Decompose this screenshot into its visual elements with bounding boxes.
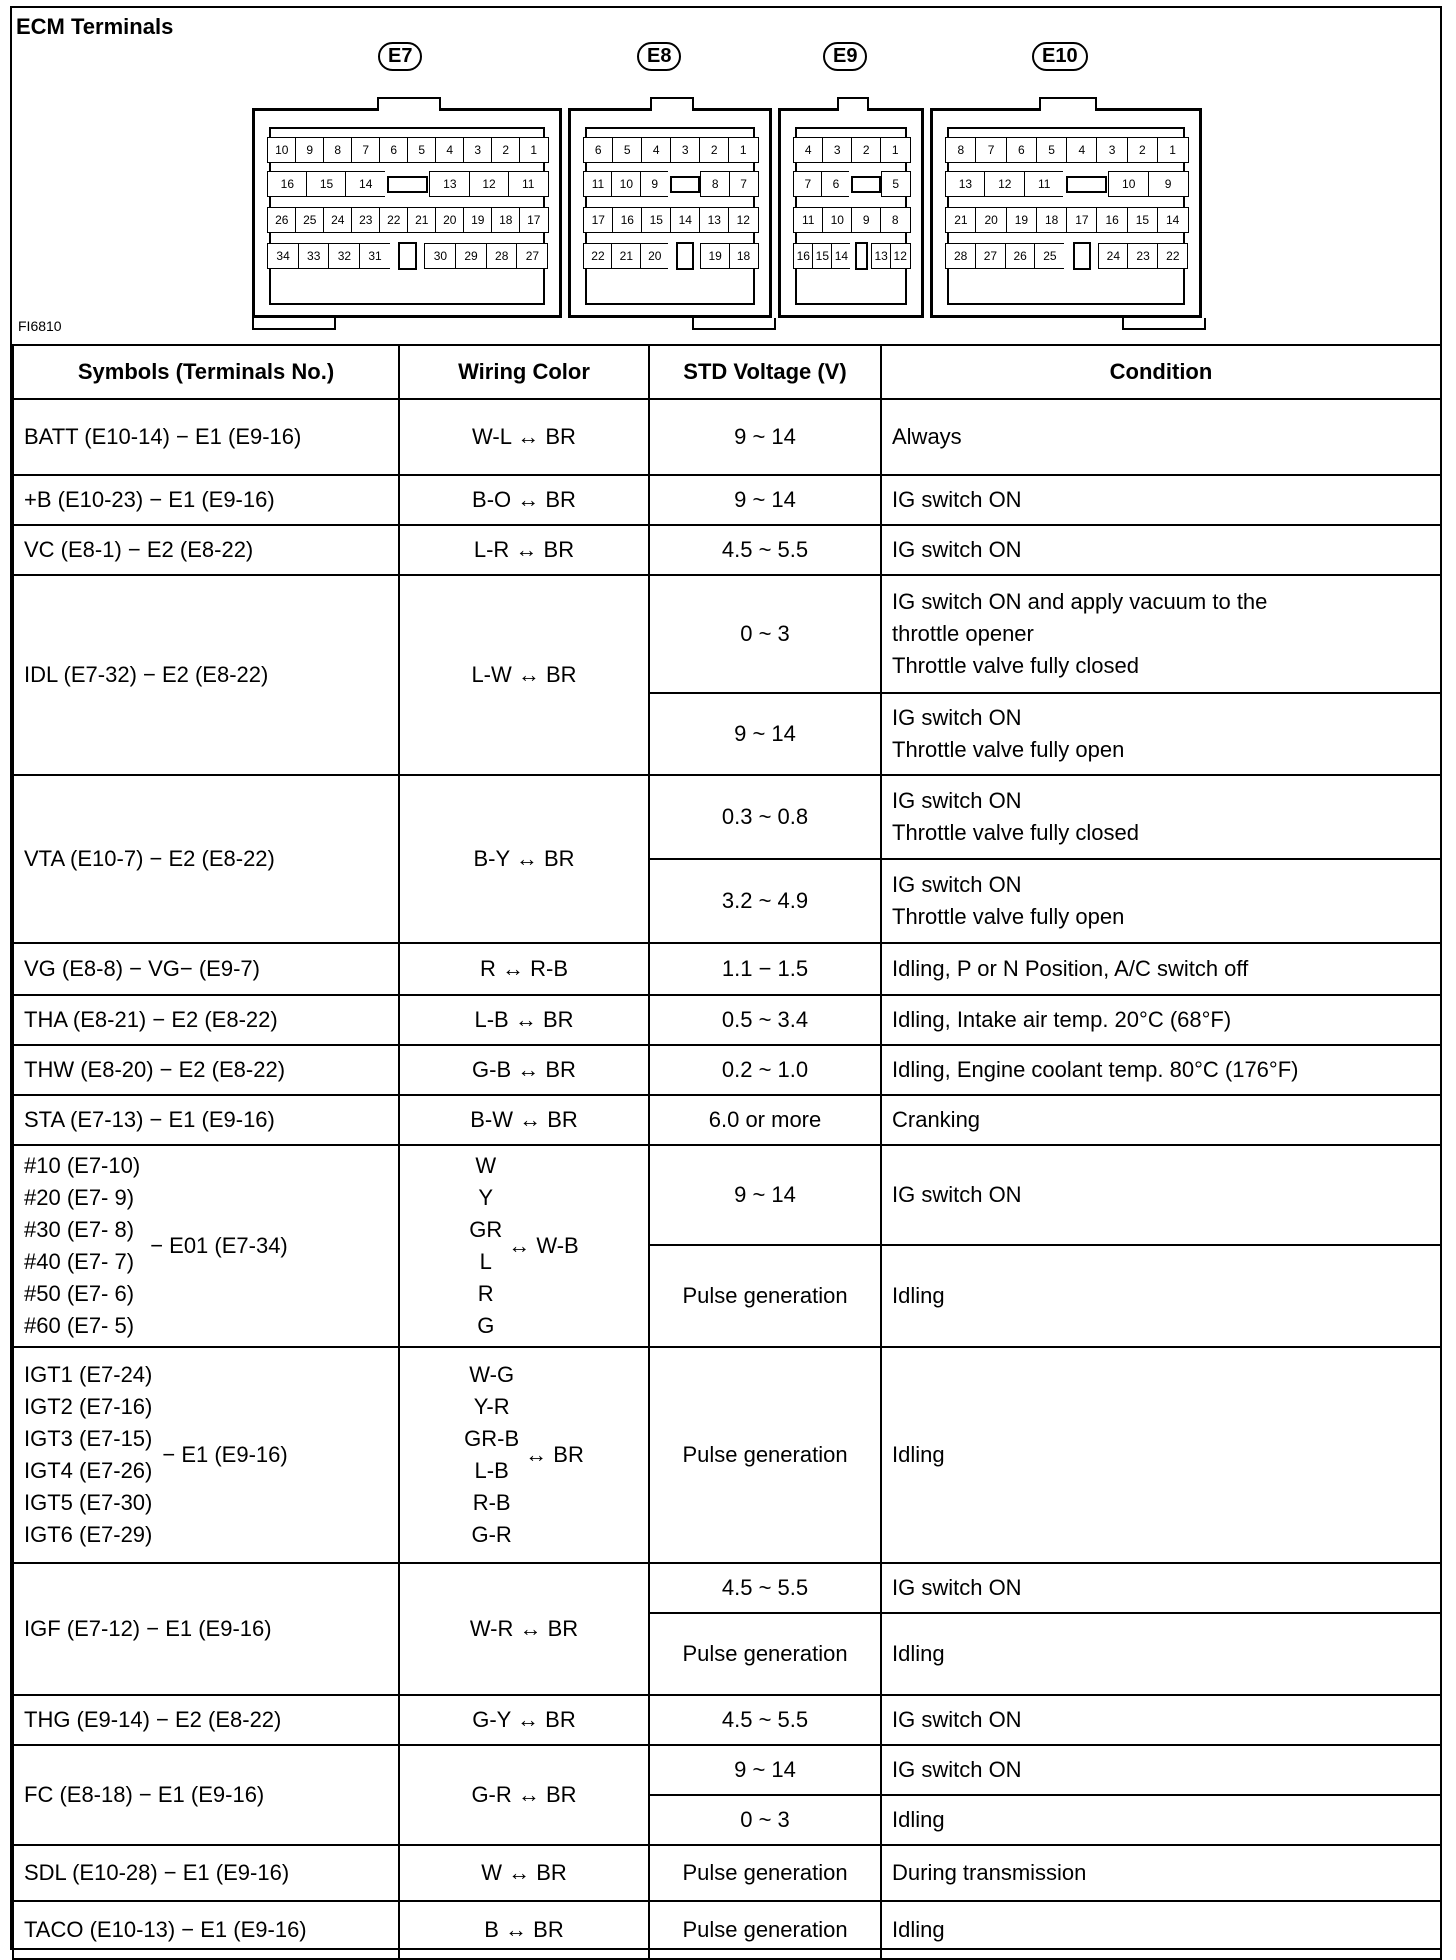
table-row-vg	[13, 943, 1441, 995]
pin-row	[267, 137, 547, 163]
connector-e8	[568, 108, 772, 318]
key-shape	[398, 242, 416, 269]
ecm-terminals-page	[10, 6, 1442, 1950]
voltage-cell: 6.0 or more	[649, 1095, 881, 1145]
injector-symbols	[24, 1150, 388, 1341]
wire-line: Y	[478, 1185, 494, 1211]
pin-row	[945, 171, 1187, 197]
condition-cell: Idling, Engine coolant temp. 80°C (176°F)	[881, 1045, 1441, 1095]
pin-key	[1064, 243, 1099, 269]
terminal-pin: 12	[728, 207, 759, 233]
connector-base-right	[1122, 318, 1206, 330]
symbol-line: #60 (E7- 5)	[24, 1312, 135, 1338]
wiring-cell: G-B ↔ BR	[399, 1045, 649, 1095]
terminal-pin: 5	[612, 137, 643, 163]
condition-cell: IG switch ON	[881, 1563, 1441, 1613]
voltage-cell: 9 ~ 14	[649, 399, 881, 475]
terminal-pin: 26	[267, 207, 297, 233]
terminal-pin: 13	[429, 171, 470, 197]
terminal-pin: 6	[379, 137, 409, 163]
condition-cell: Idling, P or N Position, A/C switch off	[881, 943, 1441, 995]
slot-shape	[851, 176, 882, 193]
table-row-idl	[13, 575, 1441, 693]
voltage-cell: 4.5 ~ 5.5	[649, 525, 881, 575]
voltage-cell: Pulse generation	[649, 1347, 881, 1563]
terminal-pin: 14	[1157, 207, 1189, 233]
pin-row	[793, 137, 909, 163]
terminal-pin: 23	[351, 207, 381, 233]
terminal-pin: 33	[298, 243, 330, 269]
terminal-pin: 15	[641, 207, 672, 233]
terminal-pin: 18	[1036, 207, 1068, 233]
header-wiring-color: Wiring Color	[399, 345, 649, 399]
symbol-cell: SDL (E10-28) − E1 (E9-16)	[13, 1845, 399, 1901]
symbol-cell: TACO (E10-13) − E1 (E9-16)	[13, 1901, 399, 1959]
condition-cell: IG switch ON	[881, 1745, 1441, 1795]
figure-id: FI6810	[18, 318, 62, 334]
terminal-pin: 11	[508, 171, 549, 197]
terminal-pin: 14	[831, 243, 852, 269]
terminal-pin: 15	[812, 243, 833, 269]
condition-line: Throttle valve fully open	[892, 904, 1125, 929]
pin-row	[583, 137, 757, 163]
terminal-pin: 24	[1098, 243, 1129, 269]
terminal-pin: 13	[699, 207, 730, 233]
symbol-cell	[13, 1145, 399, 1347]
pin-key	[668, 243, 701, 269]
terminal-pin: 17	[519, 207, 549, 233]
terminal-pin: 34	[267, 243, 299, 269]
terminal-pin: 20	[640, 243, 670, 269]
pin-row	[583, 243, 757, 269]
terminal-pin: 11	[793, 207, 824, 233]
terminal-table	[12, 344, 1442, 1960]
pin-row	[945, 207, 1187, 233]
terminal-pin: 16	[267, 171, 308, 197]
terminal-pin: 9	[851, 207, 882, 233]
connector-latch	[377, 97, 442, 111]
pin-key	[390, 243, 426, 269]
wiring-cell: B-Y ↔ BR	[399, 775, 649, 943]
terminal-pin: 1	[519, 137, 549, 163]
slot-shape	[387, 176, 428, 193]
connector-label-e9: E9	[823, 42, 867, 71]
wiring-cell: B ↔ BR	[399, 1901, 649, 1959]
wire-line: L-B	[474, 1458, 509, 1483]
terminal-pin: 10	[611, 171, 641, 197]
terminal-pin: 29	[455, 243, 487, 269]
terminal-pin: 12	[890, 243, 911, 269]
table-row-tha	[13, 995, 1441, 1045]
connector-label-e7: E7	[378, 42, 422, 71]
condition-cell: IG switch ON	[881, 1145, 1441, 1245]
wire-line: W-G	[469, 1362, 515, 1388]
table-row-plus-b	[13, 475, 1441, 525]
condition-line: Throttle valve fully closed	[892, 652, 1139, 678]
terminal-pin: 28	[945, 243, 976, 269]
wiring-cell	[399, 1347, 649, 1563]
symbol-ground: − E1 (E9-16)	[162, 1442, 288, 1468]
wiring-cell: R ↔ R-B	[399, 943, 649, 995]
pin-row	[267, 243, 547, 269]
terminal-pin: 32	[328, 243, 360, 269]
pin-row	[945, 243, 1187, 269]
wiring-cell: L-W ↔ BR	[399, 575, 649, 775]
terminal-pin: 25	[1034, 243, 1065, 269]
wiring-cell	[399, 1145, 649, 1347]
terminal-pin: 14	[345, 171, 386, 197]
symbol-cell: VG (E8-8) − VG− (E9-7)	[13, 943, 399, 995]
condition-cell	[881, 775, 1441, 859]
terminal-pin: 3	[822, 137, 853, 163]
voltage-cell: Pulse generation	[649, 1245, 881, 1347]
terminal-pin: 5	[881, 171, 911, 197]
voltage-cell: Pulse generation	[649, 1613, 881, 1695]
terminal-pin: 10	[1108, 171, 1149, 197]
condition-cell: Idling, Intake air temp. 20°C (68°F)	[881, 995, 1441, 1045]
terminal-pin: 15	[1127, 207, 1159, 233]
connector-base-middle	[692, 318, 776, 330]
connector-label-e8: E8	[637, 42, 681, 71]
pin-slot	[668, 171, 701, 197]
terminal-pin: 2	[851, 137, 882, 163]
condition-line: IG switch ON	[892, 872, 1022, 898]
terminal-pin: 20	[975, 207, 1007, 233]
voltage-cell: 9 ~ 14	[649, 1145, 881, 1245]
symbol-ground: − E01 (E7-34)	[150, 1233, 288, 1259]
condition-line: IG switch ON	[892, 788, 1022, 814]
voltage-cell: 9 ~ 14	[649, 475, 881, 525]
voltage-cell: Pulse generation	[649, 1901, 881, 1959]
wiring-cell: W-R ↔ BR	[399, 1563, 649, 1695]
terminal-pin: 6	[583, 137, 614, 163]
terminal-pin: 2	[491, 137, 521, 163]
terminal-pin: 25	[295, 207, 325, 233]
voltage-cell: 0 ~ 3	[649, 575, 881, 693]
terminal-pin: 8	[880, 207, 911, 233]
terminal-pin: 10	[267, 137, 297, 163]
condition-cell	[881, 859, 1441, 943]
terminal-pin: 17	[1066, 207, 1098, 233]
voltage-cell: 0.2 ~ 1.0	[649, 1045, 881, 1095]
condition-cell: Idling	[881, 1901, 1441, 1959]
voltage-cell: Pulse generation	[649, 1845, 881, 1901]
terminal-pin: 4	[435, 137, 465, 163]
terminal-pin: 4	[793, 137, 824, 163]
terminal-pin: 1	[1157, 137, 1189, 163]
wire-line: R-B	[472, 1489, 511, 1515]
wire-ground: ↔ BR	[525, 1442, 584, 1468]
condition-cell: During transmission	[881, 1845, 1441, 1901]
terminal-pin: 9	[295, 137, 325, 163]
terminal-pin: 28	[486, 243, 518, 269]
terminal-pin: 11	[583, 171, 613, 197]
table-row-igniters	[13, 1347, 1441, 1563]
table-header-row	[13, 345, 1441, 399]
terminal-pin: 22	[1157, 243, 1188, 269]
table-row-thg	[13, 1695, 1441, 1745]
terminal-pin: 2	[1127, 137, 1159, 163]
terminal-pin: 5	[1036, 137, 1068, 163]
terminal-pin: 17	[583, 207, 614, 233]
pin-row	[793, 243, 909, 269]
condition-cell: Idling	[881, 1245, 1441, 1347]
symbol-cell: BATT (E10-14) − E1 (E9-16)	[13, 399, 399, 475]
wiring-cell: L-B ↔ BR	[399, 995, 649, 1045]
symbol-line: IGT4 (E7-26)	[24, 1458, 153, 1483]
condition-line: throttle opener	[892, 621, 1034, 647]
terminal-pin: 21	[611, 243, 641, 269]
connector-label-e10: E10	[1032, 42, 1088, 71]
terminal-pin: 11	[1024, 171, 1065, 197]
symbol-line: #40 (E7- 7)	[24, 1249, 135, 1274]
terminal-pin: 3	[463, 137, 493, 163]
table-row-sta	[13, 1095, 1441, 1145]
terminal-pin: 8	[700, 171, 730, 197]
condition-cell: IG switch ON	[881, 525, 1441, 575]
symbol-cell: STA (E7-13) − E1 (E9-16)	[13, 1095, 399, 1145]
terminal-pin: 13	[945, 171, 986, 197]
table-row-fc	[13, 1745, 1441, 1795]
symbol-cell: VTA (E10-7) − E2 (E8-22)	[13, 775, 399, 943]
wire-line: G	[477, 1312, 495, 1338]
terminal-pin: 7	[793, 171, 823, 197]
condition-line: IG switch ON	[892, 705, 1022, 731]
condition-cell: IG switch ON	[881, 1695, 1441, 1745]
symbol-line: IGT5 (E7-30)	[24, 1489, 153, 1515]
pin-row	[793, 171, 909, 197]
condition-cell: IG switch ON	[881, 475, 1441, 525]
injector-wires	[410, 1150, 638, 1341]
terminal-pin: 22	[583, 243, 613, 269]
header-symbols: Symbols (Terminals No.)	[13, 345, 399, 399]
condition-cell: Idling	[881, 1613, 1441, 1695]
condition-line: Throttle valve fully open	[892, 737, 1125, 762]
pin-row	[583, 171, 757, 197]
wire-line: G-R	[471, 1521, 512, 1547]
pin-key	[850, 243, 872, 269]
terminal-pin: 18	[729, 243, 759, 269]
symbol-cell: FC (E8-18) − E1 (E9-16)	[13, 1745, 399, 1845]
terminal-pin: 9	[640, 171, 670, 197]
wiring-cell: B-O ↔ BR	[399, 475, 649, 525]
symbol-line: #30 (E7- 8)	[24, 1217, 135, 1243]
wiring-cell: G-Y ↔ BR	[399, 1695, 649, 1745]
wire-line: GR-B	[464, 1426, 520, 1452]
ecm-terminal-diagram	[12, 8, 1440, 346]
terminal-pin: 3	[670, 137, 701, 163]
symbol-cell: IGF (E7-12) − E1 (E9-16)	[13, 1563, 399, 1695]
condition-cell	[881, 693, 1441, 775]
connector-base-left	[252, 318, 336, 330]
voltage-cell: 3.2 ~ 4.9	[649, 859, 881, 943]
wire-ground: ↔ W-B	[508, 1233, 579, 1259]
symbol-line: #20 (E7- 9)	[24, 1185, 135, 1211]
terminal-pin: 12	[469, 171, 510, 197]
pin-row	[793, 207, 909, 233]
symbol-cell: THA (E8-21) − E2 (E8-22)	[13, 995, 399, 1045]
terminal-pin: 1	[728, 137, 759, 163]
condition-line: Throttle valve fully closed	[892, 820, 1139, 845]
slot-shape	[1066, 176, 1107, 193]
wiring-cell: B-W ↔ BR	[399, 1095, 649, 1145]
terminal-pin: 24	[323, 207, 353, 233]
symbol-line: #10 (E7-10)	[24, 1153, 141, 1179]
terminal-pin: 19	[463, 207, 493, 233]
terminal-pin: 19	[700, 243, 730, 269]
symbol-cell: VC (E8-1) − E2 (E8-22)	[13, 525, 399, 575]
table-row-igf	[13, 1563, 1441, 1613]
wire-line: Y-R	[473, 1394, 510, 1420]
symbol-line: IGT2 (E7-16)	[24, 1394, 153, 1420]
condition-cell: Idling	[881, 1795, 1441, 1845]
table-row-vta	[13, 775, 1441, 859]
voltage-cell: 0 ~ 3	[649, 1795, 881, 1845]
diagram-title: ECM Terminals	[16, 14, 174, 39]
terminal-pin: 6	[1006, 137, 1038, 163]
symbol-line: #50 (E7- 6)	[24, 1280, 135, 1306]
terminal-pin: 27	[975, 243, 1006, 269]
terminal-pin: 6	[821, 171, 851, 197]
key-shape	[855, 242, 868, 269]
terminal-pin: 20	[435, 207, 465, 233]
pin-row	[267, 207, 547, 233]
terminal-pin: 12	[984, 171, 1025, 197]
table-row-vc	[13, 525, 1441, 575]
terminal-pin: 7	[351, 137, 381, 163]
table-row-batt	[13, 399, 1441, 475]
terminal-pin: 15	[306, 171, 347, 197]
terminal-pin: 3	[1096, 137, 1128, 163]
table-row-injectors	[13, 1145, 1441, 1245]
symbol-cell: THG (E9-14) − E2 (E8-22)	[13, 1695, 399, 1745]
terminal-pin: 13	[871, 243, 892, 269]
wire-line: GR	[469, 1217, 503, 1243]
connector-e7	[252, 108, 562, 318]
condition-cell	[881, 575, 1441, 693]
connector-latch	[650, 97, 694, 111]
wiring-cell: G-R ↔ BR	[399, 1745, 649, 1845]
wiring-cell: W ↔ BR	[399, 1845, 649, 1901]
voltage-cell: 9 ~ 14	[649, 693, 881, 775]
header-condition: Condition	[881, 345, 1441, 399]
connector-latch	[1039, 97, 1096, 111]
pin-row	[583, 207, 757, 233]
voltage-cell: 0.3 ~ 0.8	[649, 775, 881, 859]
terminal-pin: 23	[1127, 243, 1158, 269]
voltage-cell: 4.5 ~ 5.5	[649, 1695, 881, 1745]
connector-e10	[930, 108, 1202, 318]
voltage-cell: 4.5 ~ 5.5	[649, 1563, 881, 1613]
terminal-pin: 9	[1148, 171, 1189, 197]
terminal-pin: 18	[491, 207, 521, 233]
symbol-cell	[13, 1347, 399, 1563]
symbol-cell: THW (E8-20) − E2 (E8-22)	[13, 1045, 399, 1095]
slot-shape	[670, 176, 701, 193]
wire-line: W	[475, 1153, 497, 1179]
condition-line: IG switch ON and apply vacuum to the	[892, 589, 1268, 615]
terminal-pin: 16	[1096, 207, 1128, 233]
terminal-pin: 16	[793, 243, 814, 269]
connector-e9	[778, 108, 924, 318]
symbol-cell: +B (E10-23) − E1 (E9-16)	[13, 475, 399, 525]
terminal-pin: 27	[516, 243, 548, 269]
pin-row	[267, 171, 547, 197]
voltage-cell: 0.5 ~ 3.4	[649, 995, 881, 1045]
igniter-wires	[410, 1359, 638, 1550]
condition-cell: Idling	[881, 1347, 1441, 1563]
wire-line: R	[477, 1280, 494, 1306]
condition-cell: Cranking	[881, 1095, 1441, 1145]
pin-slot	[1063, 171, 1110, 197]
symbol-line: IGT6 (E7-29)	[24, 1521, 153, 1547]
terminal-pin: 2	[699, 137, 730, 163]
terminal-pin: 4	[641, 137, 672, 163]
terminal-pin: 4	[1066, 137, 1098, 163]
key-shape	[1073, 242, 1091, 269]
key-shape	[676, 242, 693, 269]
symbol-line: IGT1 (E7-24)	[24, 1362, 153, 1388]
pin-slot	[849, 171, 882, 197]
terminal-pin: 7	[729, 171, 759, 197]
terminal-pin: 1	[880, 137, 911, 163]
terminal-pin: 30	[424, 243, 456, 269]
terminal-pin: 5	[407, 137, 437, 163]
terminal-pin: 7	[975, 137, 1007, 163]
terminal-pin: 21	[945, 207, 977, 233]
terminal-pin: 8	[323, 137, 353, 163]
table-row-taco	[13, 1901, 1441, 1959]
pin-row	[945, 137, 1187, 163]
connector-latch	[837, 97, 869, 111]
terminal-pin: 16	[612, 207, 643, 233]
terminal-pin: 10	[822, 207, 853, 233]
table-row-sdl	[13, 1845, 1441, 1901]
condition-cell: Always	[881, 399, 1441, 475]
pin-slot	[385, 171, 431, 197]
terminal-pin: 31	[359, 243, 391, 269]
symbol-cell: IDL (E7-32) − E2 (E8-22)	[13, 575, 399, 775]
terminal-pin: 8	[945, 137, 977, 163]
table-row-thw	[13, 1045, 1441, 1095]
wiring-cell: L-R ↔ BR	[399, 525, 649, 575]
terminal-pin: 14	[670, 207, 701, 233]
header-std-voltage: STD Voltage (V)	[649, 345, 881, 399]
terminal-pin: 26	[1005, 243, 1036, 269]
voltage-cell: 1.1 − 1.5	[649, 943, 881, 995]
voltage-cell: 9 ~ 14	[649, 1745, 881, 1795]
terminal-pin: 19	[1006, 207, 1038, 233]
terminal-pin: 21	[407, 207, 437, 233]
wire-line: L	[479, 1249, 492, 1274]
igniter-symbols	[24, 1359, 388, 1550]
symbol-line: IGT3 (E7-15)	[24, 1426, 153, 1452]
terminal-pin: 22	[379, 207, 409, 233]
wiring-cell: W-L ↔ BR	[399, 399, 649, 475]
